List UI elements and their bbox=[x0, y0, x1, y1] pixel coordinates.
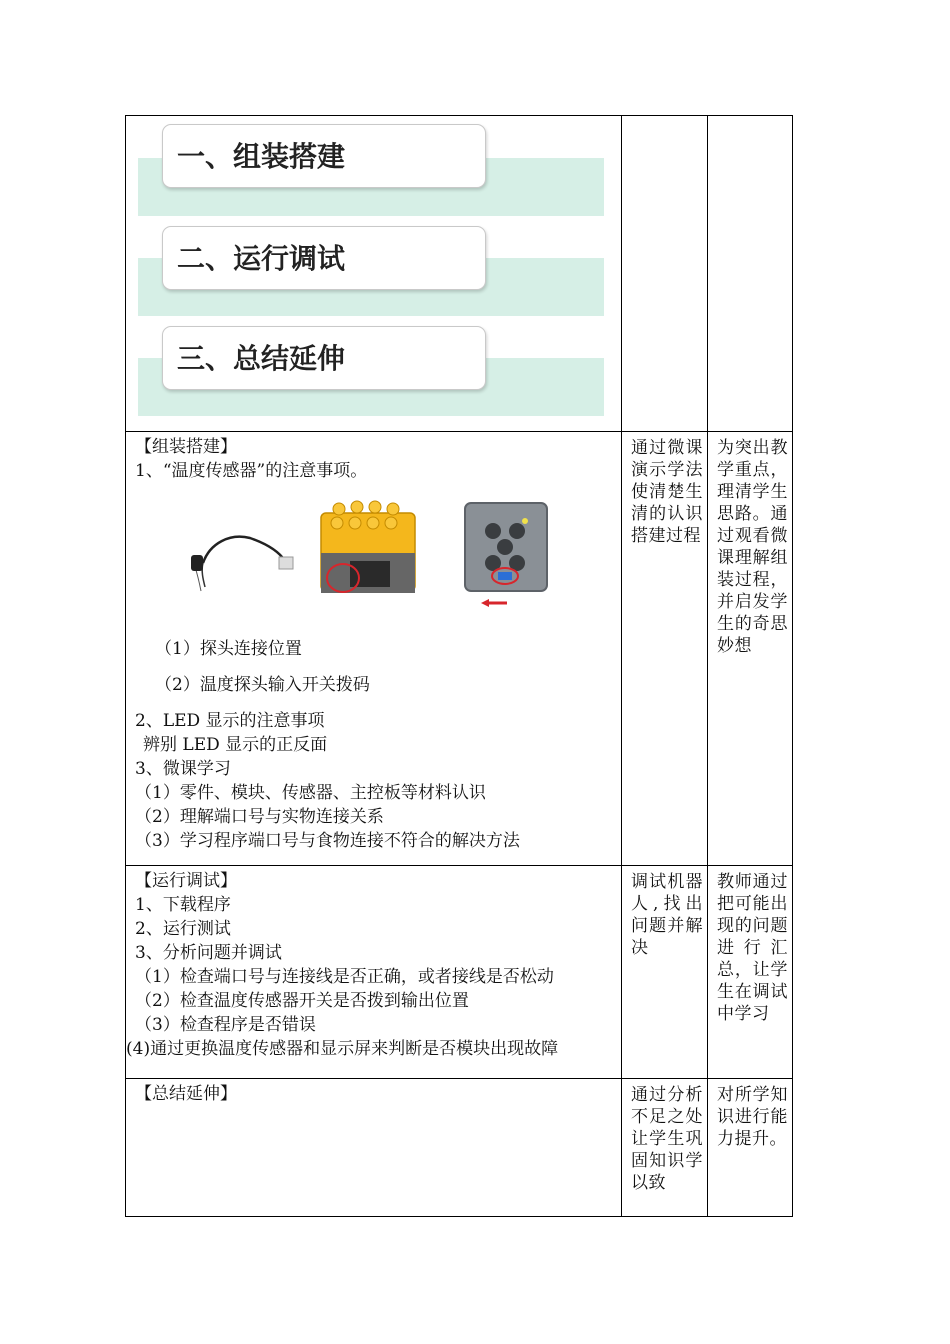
summary-purpose bbox=[708, 1079, 793, 1217]
debug-purpose bbox=[708, 866, 793, 1079]
temperature-sensor-image bbox=[135, 483, 613, 623]
summary-row bbox=[126, 1079, 793, 1217]
assemble-sub-3: （1）零件、模块、传感器、主控板等材料认识 bbox=[135, 783, 486, 803]
debug-line-2: 2、运行测试 bbox=[135, 919, 231, 939]
debug-content bbox=[126, 866, 622, 1079]
assemble-sub-1: （1）探头连接位置 bbox=[155, 639, 302, 659]
debug-purpose-text: 教师通过把可能出现的问题进行汇总，让学生在调试中学习 bbox=[717, 872, 788, 1024]
assemble-line-2: 2、LED 显示的注意事项 bbox=[135, 711, 325, 731]
assemble-method bbox=[622, 432, 708, 866]
debug-method bbox=[622, 866, 708, 1079]
assemble-method-text: 通过微课演示学法使清楚生清的认识搭建过程 bbox=[631, 438, 703, 546]
sensor-photos bbox=[135, 483, 613, 623]
debug-sub-4: (4)通过更换温度传感器和显示屏来判断是否模块出现故障 bbox=[126, 1039, 559, 1059]
banner-cell-col3 bbox=[708, 116, 793, 432]
summary-heading: 【总结延伸】 bbox=[135, 1084, 237, 1104]
banner-item-summary: 三、总结延伸 bbox=[162, 326, 486, 390]
debug-line-3: 3、分析问题并调试 bbox=[135, 943, 282, 963]
assemble-sub-4: （2）理解端口号与实物连接关系 bbox=[135, 807, 384, 827]
assemble-heading: 【组装搭建】 bbox=[135, 437, 237, 457]
summary-purpose-text: 对所学知识进行能力提升。 bbox=[717, 1085, 788, 1149]
assemble-purpose bbox=[708, 432, 793, 866]
debug-sub-2: （2）检查温度传感器开关是否拨到输出位置 bbox=[135, 991, 469, 1011]
assemble-line-3: 3、微课学习 bbox=[135, 759, 231, 779]
debug-heading: 【运行调试】 bbox=[135, 871, 237, 891]
assemble-line-1: 1、“温度传感器”的注意事项。 bbox=[135, 461, 368, 481]
debug-sub-1: （1）检查端口号与连接线是否正确，或者接线是否松动 bbox=[135, 967, 554, 987]
banner-row bbox=[126, 116, 793, 432]
assemble-purpose-text: 为突出教学重点，理清学生思路。通过观看微课理解组装过程，并启发学生的奇思妙想 bbox=[717, 438, 788, 656]
assemble-sub-2: （2）温度探头输入开关拨码 bbox=[155, 675, 370, 695]
debug-method-text: 调试机器人,找出问题并解决 bbox=[631, 872, 703, 958]
banner-cell-col2 bbox=[622, 116, 708, 432]
summary-method-text: 通过分析不足之处让学生巩固知识学以致 bbox=[631, 1085, 703, 1193]
banner-item-debug: 二、运行调试 bbox=[162, 226, 486, 290]
summary-content bbox=[126, 1079, 622, 1217]
summary-method bbox=[622, 1079, 708, 1217]
assemble-line-2b: 辨别 LED 显示的正反面 bbox=[143, 735, 328, 755]
assemble-content bbox=[126, 432, 622, 866]
assemble-sub-5: （3）学习程序端口号与食物连接不符合的解决方法 bbox=[135, 831, 520, 851]
lesson-plan-table bbox=[125, 115, 793, 1217]
debug-line-1: 1、下载程序 bbox=[135, 895, 231, 915]
banner-item-assemble: 一、组装搭建 bbox=[162, 124, 486, 188]
banner-cell bbox=[126, 116, 622, 432]
debug-sub-3: （3）检查程序是否错误 bbox=[135, 1015, 316, 1035]
debug-row bbox=[126, 866, 793, 1079]
assemble-row bbox=[126, 432, 793, 866]
